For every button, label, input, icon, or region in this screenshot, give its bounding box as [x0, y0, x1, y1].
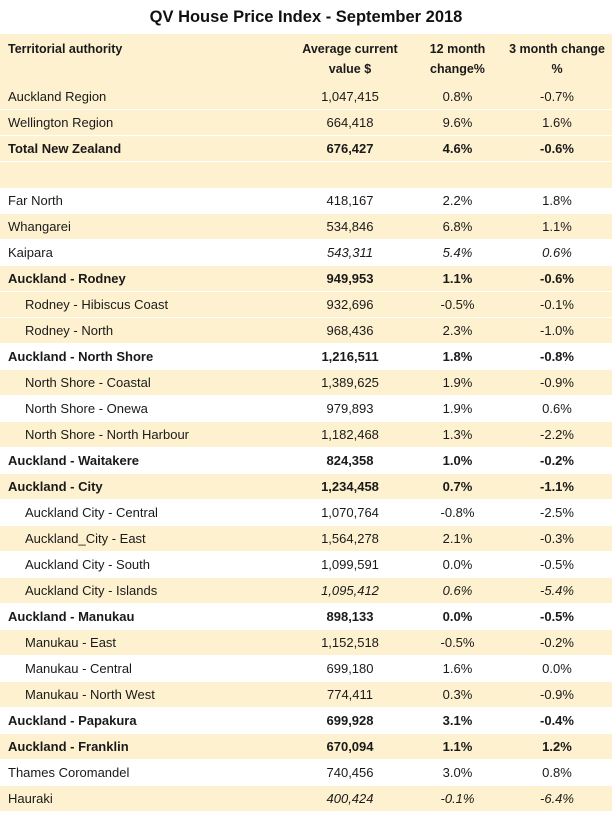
table-row [0, 136, 612, 162]
header-average-value [300, 39, 400, 79]
table-row [0, 630, 612, 656]
row-value: 543,311 [326, 245, 374, 260]
row-value: 699,180 [326, 661, 374, 676]
row-name: Rodney - Hibiscus Coast [25, 297, 169, 312]
row-name: Kaipara [8, 245, 53, 260]
row-name: Auckland City - Islands [25, 583, 158, 598]
table-row [0, 292, 612, 318]
row-change-12: 1.1% [442, 271, 473, 286]
row-change-12: 0.3% [442, 687, 473, 702]
table-row [0, 526, 612, 552]
row-name: Auckland - Waitakere [8, 453, 140, 468]
row-value: 1,070,764 [321, 505, 379, 520]
row-value: 699,928 [326, 713, 374, 728]
row-change-3: 1.6% [542, 115, 572, 130]
row-change-3: -0.8% [540, 349, 574, 364]
row-name: Auckland - City [8, 479, 103, 494]
row-name: Hauraki [8, 791, 53, 806]
row-name: Auckland_City - East [25, 531, 146, 546]
row-change-3: -0.6% [540, 271, 574, 286]
row-value: 949,953 [326, 271, 374, 286]
table-row [0, 604, 612, 630]
row-change-12: -0.5% [440, 635, 475, 650]
table-header [0, 34, 612, 84]
row-change-12: 1.1% [442, 739, 473, 754]
row-value: 1,564,278 [321, 531, 379, 546]
row-value: 1,095,412 [321, 583, 379, 598]
row-change-3: 1.2% [542, 739, 572, 754]
row-value: 740,456 [326, 765, 374, 780]
row-value: 670,094 [326, 739, 374, 754]
row-change-3: -5.4% [540, 583, 574, 598]
row-value: 932,696 [326, 297, 374, 312]
row-name: North Shore - Onewa [25, 401, 148, 416]
row-change-12: 1.9% [442, 401, 473, 416]
row-change-3: 0.0% [542, 661, 572, 676]
row-change-12: 0.6% [442, 583, 473, 598]
header-average-value-line1: Average current [302, 42, 398, 56]
row-name: Auckland City - South [25, 557, 151, 572]
row-change-12: 9.6% [442, 115, 473, 130]
row-value: 534,846 [326, 219, 374, 234]
row-value: 418,167 [326, 193, 374, 208]
table-row [0, 708, 612, 734]
header-3-month-line2: % [551, 62, 563, 76]
table-row [0, 500, 612, 526]
row-change-12: 3.1% [442, 713, 473, 728]
row-name: Auckland - Manukau [8, 609, 135, 624]
row-change-12: 0.8% [442, 89, 473, 104]
row-change-3: -6.4% [540, 791, 574, 806]
row-value: 1,234,458 [321, 479, 379, 494]
row-name: Manukau - Central [25, 661, 132, 676]
table-row [0, 448, 612, 474]
table-row [0, 552, 612, 578]
header-12-month-line1: 12 month [429, 42, 486, 56]
row-name: Rodney - North [25, 323, 114, 338]
header-3-month-line1: 3 month change [509, 42, 605, 56]
row-change-12: 1.8% [442, 349, 473, 364]
row-change-12: 4.6% [442, 141, 473, 156]
table-title: QV House Price Index - September 2018 [149, 8, 463, 26]
row-name: Far North [8, 193, 63, 208]
row-change-3: 0.6% [542, 245, 572, 260]
row-value: 979,893 [326, 401, 374, 416]
row-change-12: 5.4% [442, 245, 473, 260]
row-change-12: 0.0% [442, 609, 473, 624]
row-change-12: 1.9% [442, 375, 473, 390]
section-spacer [0, 162, 612, 188]
row-change-12: 0.7% [442, 479, 473, 494]
row-name: Manukau - East [25, 635, 117, 650]
row-value: 774,411 [326, 687, 374, 702]
row-change-3: 1.1% [542, 219, 572, 234]
row-change-12: 2.1% [442, 531, 473, 546]
row-change-12: 0.0% [442, 557, 473, 572]
row-name: Manukau - North West [25, 687, 155, 702]
row-change-3: -0.2% [540, 635, 574, 650]
row-change-3: 0.6% [542, 401, 572, 416]
row-name: Auckland - Rodney [8, 271, 126, 286]
row-name: Auckland City - Central [25, 505, 158, 520]
row-change-3: -1.1% [540, 479, 574, 494]
header-territorial-authority: Territorial authority [8, 42, 123, 56]
row-change-3: 0.8% [542, 765, 572, 780]
row-value: 400,424 [326, 791, 374, 806]
row-value: 676,427 [326, 141, 374, 156]
row-change-3: -0.6% [540, 141, 574, 156]
table-row [0, 474, 612, 500]
row-name: Thames Coromandel [8, 765, 130, 780]
row-name: Auckland - North Shore [8, 349, 154, 364]
row-change-3: -0.7% [540, 89, 574, 104]
row-change-12: 1.3% [442, 427, 473, 442]
row-change-3: -2.5% [540, 505, 574, 520]
row-value: 1,099,591 [321, 557, 379, 572]
row-change-12: 1.6% [442, 661, 473, 676]
row-change-12: 1.0% [442, 453, 473, 468]
row-name: Wellington Region [8, 115, 114, 130]
table-row [0, 344, 612, 370]
row-value: 1,047,415 [321, 89, 379, 104]
table-row [0, 422, 612, 448]
row-change-3: -0.9% [540, 687, 574, 702]
row-value: 1,216,511 [321, 349, 379, 364]
row-change-12: 6.8% [442, 219, 473, 234]
table-row [0, 656, 612, 682]
header-average-value-line2: value $ [328, 62, 372, 76]
table-row [0, 188, 612, 214]
row-value: 968,436 [326, 323, 374, 338]
table-row [0, 84, 612, 110]
row-change-3: -0.5% [540, 557, 574, 572]
row-change-12: -0.1% [440, 791, 475, 806]
table-row [0, 240, 612, 266]
table-row [0, 110, 612, 136]
row-change-3: -0.2% [540, 453, 574, 468]
row-value: 1,182,468 [321, 427, 379, 442]
row-change-3: -0.4% [540, 713, 574, 728]
row-change-3: -1.0% [540, 323, 574, 338]
table-row [0, 266, 612, 292]
row-value: 664,418 [326, 115, 374, 130]
row-change-3: -2.2% [540, 427, 574, 442]
row-name: Total New Zealand [8, 141, 122, 156]
table-row [0, 760, 612, 786]
row-name: Auckland Region [8, 89, 107, 104]
row-name: Whangarei [8, 219, 71, 234]
table-row [0, 578, 612, 604]
row-value: 1,152,518 [321, 635, 379, 650]
row-value: 898,133 [326, 609, 374, 624]
header-3-month-change [505, 39, 609, 79]
row-change-12: -0.8% [440, 505, 475, 520]
table-row [0, 318, 612, 344]
row-change-3: -0.3% [540, 531, 574, 546]
row-name: North Shore - Coastal [25, 375, 151, 390]
row-change-12: -0.5% [440, 297, 475, 312]
row-name: North Shore - North Harbour [25, 427, 190, 442]
row-change-12: 3.0% [442, 765, 473, 780]
table-row [0, 214, 612, 240]
row-change-12: 2.3% [442, 323, 473, 338]
header-12-month-line2: change% [430, 62, 485, 76]
row-change-3: -0.9% [540, 375, 574, 390]
header-12-month-change [420, 39, 495, 79]
row-change-3: 1.8% [542, 193, 572, 208]
table-row [0, 370, 612, 396]
row-change-3: -0.5% [540, 609, 574, 624]
row-change-3: -0.1% [540, 297, 574, 312]
row-name: Auckland - Papakura [8, 713, 137, 728]
table-row [0, 734, 612, 760]
row-name: Auckland - Franklin [8, 739, 129, 754]
table-row [0, 396, 612, 422]
row-value: 824,358 [326, 453, 374, 468]
table-row [0, 786, 612, 812]
row-change-12: 2.2% [442, 193, 473, 208]
table-row [0, 682, 612, 708]
row-value: 1,389,625 [321, 375, 379, 390]
